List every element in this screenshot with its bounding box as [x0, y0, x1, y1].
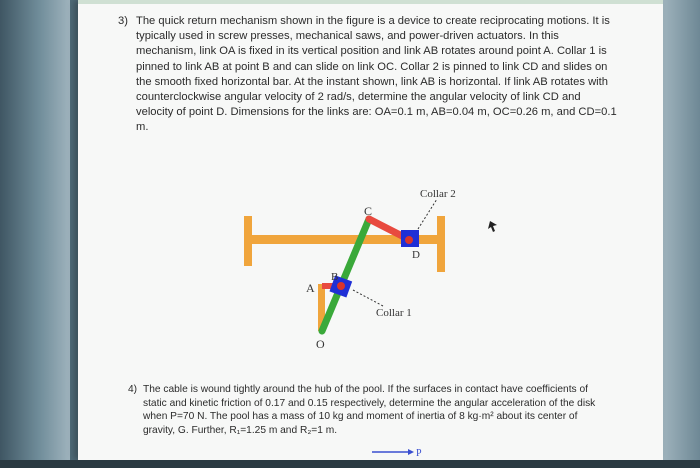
right-bar-post	[437, 216, 445, 272]
collar-1-label: Collar 1	[376, 307, 412, 319]
point-d-label: D	[412, 249, 420, 261]
collar-2-label: Collar 2	[420, 188, 456, 200]
pin-b	[337, 282, 345, 290]
point-b-label: B	[331, 271, 339, 283]
problem-4	[128, 383, 598, 437]
problem-3-number: 3)	[118, 15, 128, 27]
collar-2-leader	[418, 199, 437, 229]
mouse-cursor-icon	[488, 221, 497, 232]
bottom-edge	[0, 460, 700, 468]
left-bar-post	[244, 216, 252, 266]
point-c-label: C	[364, 204, 373, 218]
problem-3-text: The quick return mechanism shown in the figure is a device to create reciprocating motions. It is typically used in screw presses, mechanical saws, and power-driven actuators. In this mechanism, link OA is fixed in its vertical position and link AB rotates around point A. Collar 1 is pinned to link AB at point B and can slide on link OC. Collar 2 is pinned to link CD and slides on the smooth fixed horizontal bar. At the instant shown, link AB is horizontal. If link AB rotates with counterclockwise angular velocity of 2 rad/s, determine the angular velocity of link CD and velocity of point D. Dimensions for the links are: OA=0.1 m, AB=0.04 m, OC=0.26 m, and CD=0.1 m.	[136, 15, 617, 134]
force-p-arrowhead-icon	[408, 449, 414, 455]
force-p-label: P	[416, 448, 422, 459]
collar-1-leader	[353, 290, 383, 306]
problem-4-number: 4)	[128, 384, 138, 395]
problem-4-text: The cable is wound tightly around the hub of the pool. If the surfaces in contact have coefficients of static and kinetic friction of 0.17 and 0.15 respectively, determine the angular acceleration of the disk when P=70 N. The pool has a mass of 10 kg and moment of inertia of 8 kg·m² about its center of gravity, G. Further, R₁=1.25 m and R₂=1 m.	[143, 384, 596, 436]
pin-d	[405, 236, 413, 244]
point-o-label: O	[316, 337, 325, 351]
point-a-label: A	[306, 281, 315, 295]
